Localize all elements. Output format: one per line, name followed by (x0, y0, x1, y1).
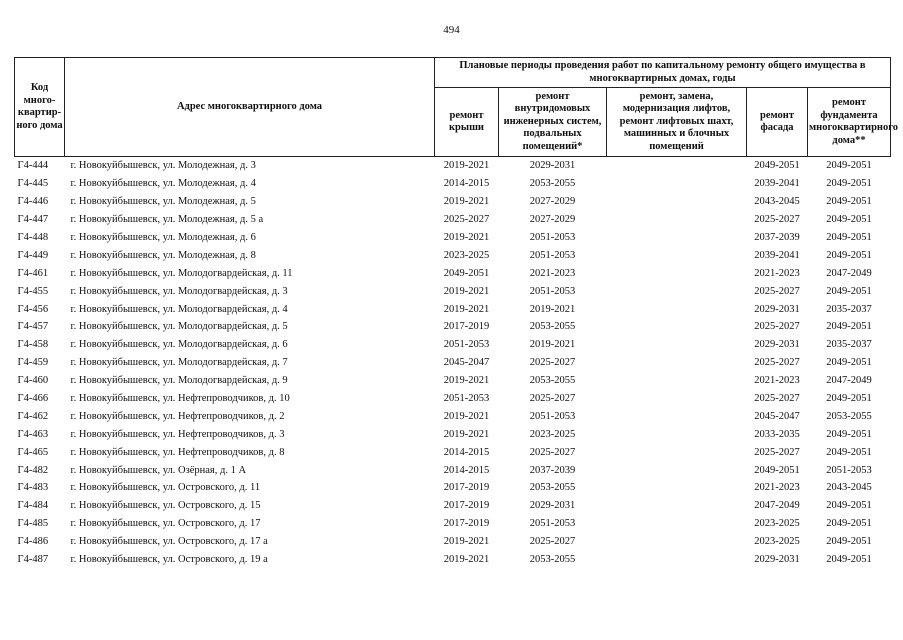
cell-address: г. Новокуйбышевск, ул. Нефтепроводчиков, д. 10 (70, 393, 290, 405)
cell-address: г. Новокуйбышевск, ул. Молодогвардейская, д. 4 (70, 303, 288, 315)
cell-address: г. Новокуйбышевск, ул. Молодогвардейская, д. 3 (70, 285, 288, 297)
cell-systems: 2051-2053 (529, 410, 576, 422)
cell-lifts (607, 229, 747, 247)
table-row (15, 175, 891, 193)
cell-address: г. Новокуйбышевск, ул. Островского, д. 17 (70, 518, 261, 530)
table-row (15, 372, 891, 390)
cell-facade: 2037-2039 (754, 232, 800, 243)
cell-address: г. Новокуйбышевск, ул. Молодогвардейская, д. 9 (70, 375, 288, 387)
cell-foundation: 2035-2037 (826, 339, 872, 351)
cell-facade: 2049-2051 (754, 464, 800, 476)
cell-address: г. Новокуйбышевск, ул. Молодогвардейская, д. 11 (70, 267, 293, 279)
cell-roof: 2019-2021 (443, 160, 490, 172)
cell-lifts (607, 372, 747, 390)
cell-address: г. Новокуйбышевск, ул. Молодогвардейская, д. 5 (70, 321, 288, 333)
cell-lifts (607, 425, 747, 443)
cell-lifts (607, 354, 747, 372)
table-row (15, 229, 891, 247)
cell-roof: 2051-2053 (443, 393, 490, 405)
cell-foundation: 2049-2051 (826, 518, 872, 530)
cell-roof: 2025-2027 (443, 214, 490, 226)
cell-foundation: 2047-2049 (826, 375, 872, 387)
cell-lifts (607, 318, 747, 336)
cell-code: Г4-456 (17, 303, 49, 315)
header-systems: ремонт внутридомовых инженерных систем, подвальных помещений* (499, 88, 607, 157)
cell-roof: 2019-2021 (443, 554, 490, 566)
cell-systems: 2029-2031 (529, 160, 576, 172)
table-header (15, 58, 898, 157)
table-row (15, 354, 891, 372)
cell-lifts (607, 175, 747, 193)
cell-systems: 2025-2027 (529, 393, 576, 405)
table-row (15, 211, 891, 229)
cell-foundation: 2049-2051 (826, 428, 872, 440)
cell-code: Г4-446 (17, 196, 49, 208)
cell-systems: 2053-2055 (529, 482, 576, 494)
cell-address: г. Новокуйбышевск, ул. Молодежная, д. 5 а (70, 214, 264, 226)
cell-foundation: 2049-2051 (826, 500, 872, 512)
cell-code: Г4-483 (17, 482, 49, 494)
cell-facade: 2021-2023 (754, 482, 800, 494)
cell-roof: 2049-2051 (443, 267, 490, 279)
cell-code: Г4-458 (17, 339, 49, 351)
table-row (15, 336, 891, 354)
cell-code: Г4-447 (17, 214, 49, 226)
table-row (15, 479, 891, 497)
cell-foundation: 2049-2051 (826, 393, 872, 405)
cell-address: г. Новокуйбышевск, ул. Нефтепроводчиков, д. 3 (70, 428, 285, 440)
cell-address: г. Новокуйбышевск, ул. Молодогвардейская, д. 6 (70, 339, 288, 351)
table-body (15, 157, 891, 569)
cell-systems: 2025-2027 (529, 536, 576, 548)
table-row (15, 157, 891, 175)
cell-address: г. Новокуйбышевск, ул. Нефтепроводчиков, д. 8 (70, 446, 285, 458)
cell-roof: 2017-2019 (443, 321, 490, 333)
cell-address: г. Новокуйбышевск, ул. Нефтепроводчиков, д. 2 (70, 410, 285, 422)
cell-foundation: 2047-2049 (826, 267, 872, 279)
cell-code: Г4-486 (17, 536, 49, 548)
cell-code: Г4-463 (17, 428, 49, 440)
cell-facade: 2039-2041 (754, 249, 800, 261)
table-row (15, 264, 891, 282)
cell-address: г. Новокуйбышевск, ул. Островского, д. 11 (70, 482, 261, 494)
cell-systems: 2051-2053 (529, 232, 576, 243)
cell-foundation: 2049-2051 (826, 232, 872, 243)
cell-facade: 2025-2027 (754, 357, 800, 369)
cell-roof: 2051-2053 (443, 339, 490, 351)
cell-foundation: 2051-2053 (826, 464, 872, 476)
cell-roof: 2019-2021 (443, 196, 490, 208)
cell-facade: 2025-2027 (754, 393, 800, 405)
table-row (15, 318, 891, 336)
cell-lifts (607, 390, 747, 408)
cell-facade: 2049-2051 (754, 160, 800, 172)
cell-foundation: 2035-2037 (826, 303, 872, 315)
cell-code: Г4-455 (17, 285, 49, 297)
cell-facade: 2023-2025 (754, 518, 800, 530)
cell-code: Г4-466 (17, 393, 49, 405)
cell-facade: 2039-2041 (754, 178, 800, 190)
cell-lifts (607, 497, 747, 515)
cell-roof: 2019-2021 (443, 285, 490, 297)
cell-foundation: 2049-2051 (826, 196, 872, 208)
cell-systems: 2025-2027 (529, 357, 576, 369)
header-code: Код много-квартир-ного дома (15, 58, 65, 157)
cell-foundation: 2049-2051 (826, 446, 872, 458)
cell-systems: 2025-2027 (529, 446, 576, 458)
cell-systems: 2027-2029 (529, 214, 576, 226)
cell-roof: 2014-2015 (443, 178, 490, 190)
cell-roof: 2017-2019 (443, 518, 490, 530)
cell-roof: 2023-2025 (443, 249, 490, 261)
cell-code: Г4-457 (17, 321, 49, 333)
cell-foundation: 2053-2055 (826, 410, 872, 422)
cell-lifts (607, 461, 747, 479)
cell-facade: 2043-2045 (754, 196, 800, 208)
cell-address: г. Новокуйбышевск, ул. Молодежная, д. 4 (70, 178, 256, 190)
cell-foundation: 2049-2051 (826, 214, 872, 226)
cell-code: Г4-487 (17, 554, 49, 566)
table-row (15, 461, 891, 479)
cell-lifts (607, 300, 747, 318)
cell-address: г. Новокуйбышевск, ул. Молодежная, д. 5 (70, 196, 256, 208)
cell-code: Г4-482 (17, 464, 49, 476)
cell-facade: 2033-2035 (754, 428, 800, 440)
cell-address: г. Новокуйбышевск, ул. Островского, д. 15 (70, 500, 261, 512)
cell-code: Г4-449 (17, 249, 49, 261)
cell-facade: 2025-2027 (754, 214, 800, 226)
cell-roof: 2019-2021 (443, 375, 490, 387)
cell-facade: 2025-2027 (754, 446, 800, 458)
cell-address: г. Новокуйбышевск, ул. Островского, д. 17 а (70, 536, 268, 548)
cell-systems: 2023-2025 (529, 428, 576, 440)
cell-systems: 2053-2055 (529, 375, 576, 387)
table-row (15, 300, 891, 318)
cell-roof: 2019-2021 (443, 536, 490, 548)
cell-foundation: 2049-2051 (826, 321, 872, 333)
cell-systems: 2051-2053 (529, 249, 576, 261)
cell-code: Г4-462 (17, 410, 49, 422)
cell-address: г. Новокуйбышевск, ул. Молодежная, д. 3 (70, 160, 256, 172)
cell-facade: 2047-2049 (754, 500, 800, 512)
cell-code: Г4-485 (17, 518, 49, 530)
cell-facade: 2025-2027 (754, 321, 800, 333)
header-periods-title: Плановые периоды проведения работ по капитальному ремонту общего имущества в многоквартирных домах, годы (435, 58, 891, 88)
cell-address: г. Новокуйбышевск, ул. Островского, д. 19 а (70, 554, 268, 566)
cell-roof: 2017-2019 (443, 482, 490, 494)
cell-facade: 2021-2023 (754, 267, 800, 279)
cell-code: Г4-448 (17, 232, 49, 243)
header-facade: ремонт фасада (747, 88, 808, 157)
cell-foundation: 2049-2051 (826, 285, 872, 297)
table-row (15, 390, 891, 408)
cell-roof: 2019-2021 (443, 232, 490, 243)
cell-lifts (607, 193, 747, 211)
header-foundation: ремонт фундамента многоквартирного дома** (808, 88, 891, 157)
cell-systems: 2021-2023 (529, 267, 576, 279)
cell-roof: 2017-2019 (443, 500, 490, 512)
cell-code: Г4-461 (17, 267, 49, 279)
cell-facade: 2029-2031 (754, 554, 800, 566)
cell-systems: 2051-2053 (529, 518, 576, 530)
cell-address: г. Новокуйбышевск, ул. Озёрная, д. 1 А (70, 464, 247, 476)
cell-roof: 2014-2015 (443, 446, 490, 458)
cell-code: Г4-444 (17, 160, 49, 172)
table-row (15, 551, 891, 569)
table-row (15, 407, 891, 425)
cell-foundation: 2049-2051 (826, 536, 872, 548)
cell-lifts (607, 551, 747, 569)
cell-address: г. Новокуйбышевск, ул. Молодежная, д. 8 (70, 249, 256, 261)
table-row (15, 497, 891, 515)
cell-foundation: 2049-2051 (826, 249, 872, 261)
cell-code: Г4-459 (17, 357, 49, 369)
table-row (15, 515, 891, 533)
cell-systems: 2029-2031 (529, 500, 576, 512)
cell-address: г. Новокуйбышевск, ул. Молодежная, д. 6 (70, 232, 256, 243)
cell-roof: 2014-2015 (443, 464, 490, 476)
cell-lifts (607, 282, 747, 300)
cell-code: Г4-484 (17, 500, 49, 512)
cell-roof: 2019-2021 (443, 410, 490, 422)
cell-facade: 2025-2027 (754, 285, 800, 297)
cell-lifts (607, 246, 747, 264)
cell-systems: 2051-2053 (529, 285, 576, 297)
cell-foundation: 2049-2051 (826, 554, 872, 566)
cell-address: г. Новокуйбышевск, ул. Молодогвардейская, д. 7 (70, 357, 288, 369)
cell-roof: 2045-2047 (443, 357, 490, 369)
cell-systems: 2019-2021 (529, 303, 576, 315)
cell-facade: 2029-2031 (754, 303, 800, 315)
cell-lifts (607, 515, 747, 533)
header-roof: ремонт крыши (435, 88, 499, 157)
repair-schedule-table (14, 57, 898, 568)
cell-lifts (607, 407, 747, 425)
cell-facade: 2023-2025 (754, 536, 800, 548)
cell-foundation: 2049-2051 (826, 160, 872, 172)
cell-facade: 2029-2031 (754, 339, 800, 351)
table-row (15, 193, 891, 211)
cell-code: Г4-445 (17, 178, 49, 190)
cell-systems: 2019-2021 (529, 339, 576, 351)
table-row (15, 443, 891, 461)
cell-roof: 2019-2021 (443, 303, 490, 315)
cell-systems: 2053-2055 (529, 554, 576, 566)
cell-foundation: 2049-2051 (826, 178, 872, 190)
cell-systems: 2037-2039 (529, 464, 576, 476)
header-address: Адрес многоквартирного дома (65, 58, 435, 157)
cell-lifts (607, 443, 747, 461)
page-number: 494 (443, 24, 460, 36)
cell-lifts (607, 264, 747, 282)
cell-foundation: 2049-2051 (826, 357, 872, 369)
cell-foundation: 2043-2045 (826, 482, 872, 494)
cell-roof: 2019-2021 (443, 428, 490, 440)
cell-lifts (607, 157, 747, 175)
cell-lifts (607, 479, 747, 497)
table-row (15, 425, 891, 443)
table-row (15, 282, 891, 300)
cell-systems: 2027-2029 (529, 196, 576, 208)
cell-lifts (607, 211, 747, 229)
cell-lifts (607, 533, 747, 551)
cell-systems: 2053-2055 (529, 321, 576, 333)
cell-code: Г4-460 (17, 375, 49, 387)
cell-lifts (607, 336, 747, 354)
cell-facade: 2045-2047 (754, 410, 800, 422)
table-row (15, 246, 891, 264)
cell-code: Г4-465 (17, 446, 49, 458)
cell-facade: 2021-2023 (754, 375, 800, 387)
table-row (15, 533, 891, 551)
cell-systems: 2053-2055 (529, 178, 576, 190)
header-lifts: ремонт, замена, модернизация лифтов, ремонт лифтовых шахт, машинных и блочных помещений (607, 88, 747, 157)
